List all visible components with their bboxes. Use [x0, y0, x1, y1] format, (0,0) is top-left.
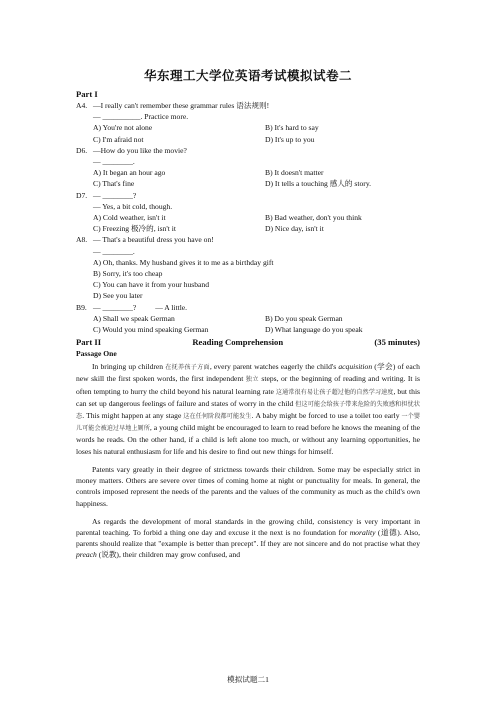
passage-label: Passage One: [76, 349, 117, 359]
question-number: D6.: [76, 145, 88, 155]
text: . This might happen at any stage: [82, 411, 184, 421]
question-line: — ________? — A little.: [93, 302, 188, 312]
question-number: D7.: [76, 190, 88, 200]
question-number: B9.: [76, 302, 87, 312]
question-line: — ________.: [93, 246, 135, 256]
option-a: A) Cold weather, isn't it: [93, 213, 166, 223]
question-number: A8.: [76, 235, 88, 245]
question-d7: [76, 190, 420, 235]
option-b: B) It doesn't matter: [265, 168, 324, 178]
exam-content: [76, 88, 420, 561]
option-b: B) Bad weather, don't you think: [265, 213, 362, 223]
part2-label: Part II: [76, 337, 102, 348]
exam-title: 华东理工大学位英语考试模拟试卷二: [143, 69, 352, 83]
question-line: — ________?: [93, 190, 137, 200]
option-b: B) Sorry, it's too cheap: [93, 269, 163, 279]
question-line: —I really can't remember these grammar rules 语法规则!: [93, 101, 270, 110]
text: , every parent watches eagerly the child's: [209, 362, 339, 372]
part1-heading: Part I: [76, 89, 98, 99]
chinese-gloss: 但这可能会给孩子带来危险的失败感和担忧状态: [76, 400, 421, 421]
chinese-gloss: 一个婴儿可能会被迫过早地上厕所: [76, 413, 421, 433]
option-a: A) You're not alone: [93, 123, 153, 133]
text: . A baby might be forced to use a toilet too early: [251, 411, 402, 421]
question-a4: [76, 100, 420, 145]
text: As regards the development of moral standards in the growing child, consistency is very important in parental teaching. To forbid a thing one day and excuse it the next is no foundation for: [76, 516, 420, 537]
part2-heading: [76, 336, 420, 348]
question-line: — __________. Practice more.: [93, 112, 189, 122]
option-a: A) Oh, thanks. My husband gives it to me as a birthday gift: [93, 257, 274, 267]
text: In bringing up children: [92, 362, 166, 372]
option-c: C) I'm afraid not: [93, 134, 144, 144]
option-b: B) It's hard to say: [265, 123, 319, 133]
question-line: — That's a beautiful dress you have on!: [93, 235, 214, 245]
option-b: B) Do you speak German: [265, 313, 343, 323]
italic-term: morality: [349, 527, 376, 537]
page-footer: 模拟试题二1: [227, 675, 269, 684]
chinese-gloss: 这通常很有易让孩子超过他的自然学习速度: [275, 388, 394, 396]
option-d: D) It tells a touching 感人的 story.: [265, 179, 372, 189]
passage-paragraph-1: [76, 361, 420, 457]
italic-term: preach: [76, 550, 97, 560]
text: steps, or the beginning of reading and writing. It is often tempting to hurry the child beyond his natural learning rate: [76, 374, 420, 396]
question-line: — ________.: [93, 157, 135, 167]
option-c: C) Would you mind speaking German: [93, 325, 209, 335]
italic-term: acquisition: [338, 362, 373, 372]
option-d: D) Nice day, isn't it: [265, 224, 324, 234]
option-a: A) Shall we speak German: [93, 313, 175, 323]
option-d: D) It's up to you: [265, 134, 315, 144]
option-c: C) That's fine: [93, 179, 135, 189]
chinese-gloss: 独立: [245, 376, 259, 384]
chinese-gloss: 在抚养孩子方面: [165, 364, 210, 372]
text: (学会) of each new skill the first spoken words, the first independent: [76, 362, 420, 384]
text: , a young child might be encouraged to learn to read before he knows the meaning of the words he reads. On the other hand, if a child is left alone too much, or without any learning opportunities, he loses his natural enthusiasm for life and his desire to find out new things for himself.: [76, 423, 420, 456]
option-d: D) What language do you speak: [265, 325, 363, 335]
text: , but this can set up dangerous feelings of failure and states of worry in the child: [76, 386, 421, 408]
question-a8: [76, 234, 420, 301]
part2-section-title: Reading Comprehension: [192, 337, 284, 348]
option-c: C) You can have it from your husband: [93, 280, 210, 290]
option-c: C) Freezing 极冷的, isn't it: [93, 224, 176, 234]
part2-time: (35 minutes): [374, 337, 420, 348]
option-a: A) It began an hour ago: [93, 168, 166, 178]
question-b9: [76, 302, 420, 336]
question-d6: [76, 145, 420, 190]
chinese-gloss: 这在任何阶段都可能发生: [183, 413, 252, 421]
question-number: A4.: [76, 101, 88, 110]
question-line: — Yes, a bit cold, though.: [93, 201, 173, 211]
option-d: D) See you later: [93, 291, 143, 301]
passage-paragraph-3: [76, 516, 420, 561]
text: (道德). Also, parents should realize that "example is better than precept". If they are not sincere and do not practise what they: [76, 527, 420, 549]
question-line: —How do you like the movie?: [93, 145, 187, 155]
passage-paragraph-2: Patents vary greatly in their degree of strictness towards their children. Some may be especially strict in money matters. Others are severe over times of coming home at night or punctuality for meals. In general, the controls imposed represent the needs of the parents and the values of the community as much as the child's own happiness.: [76, 464, 420, 508]
text: (说教), their children may grow confused, and: [96, 550, 240, 560]
